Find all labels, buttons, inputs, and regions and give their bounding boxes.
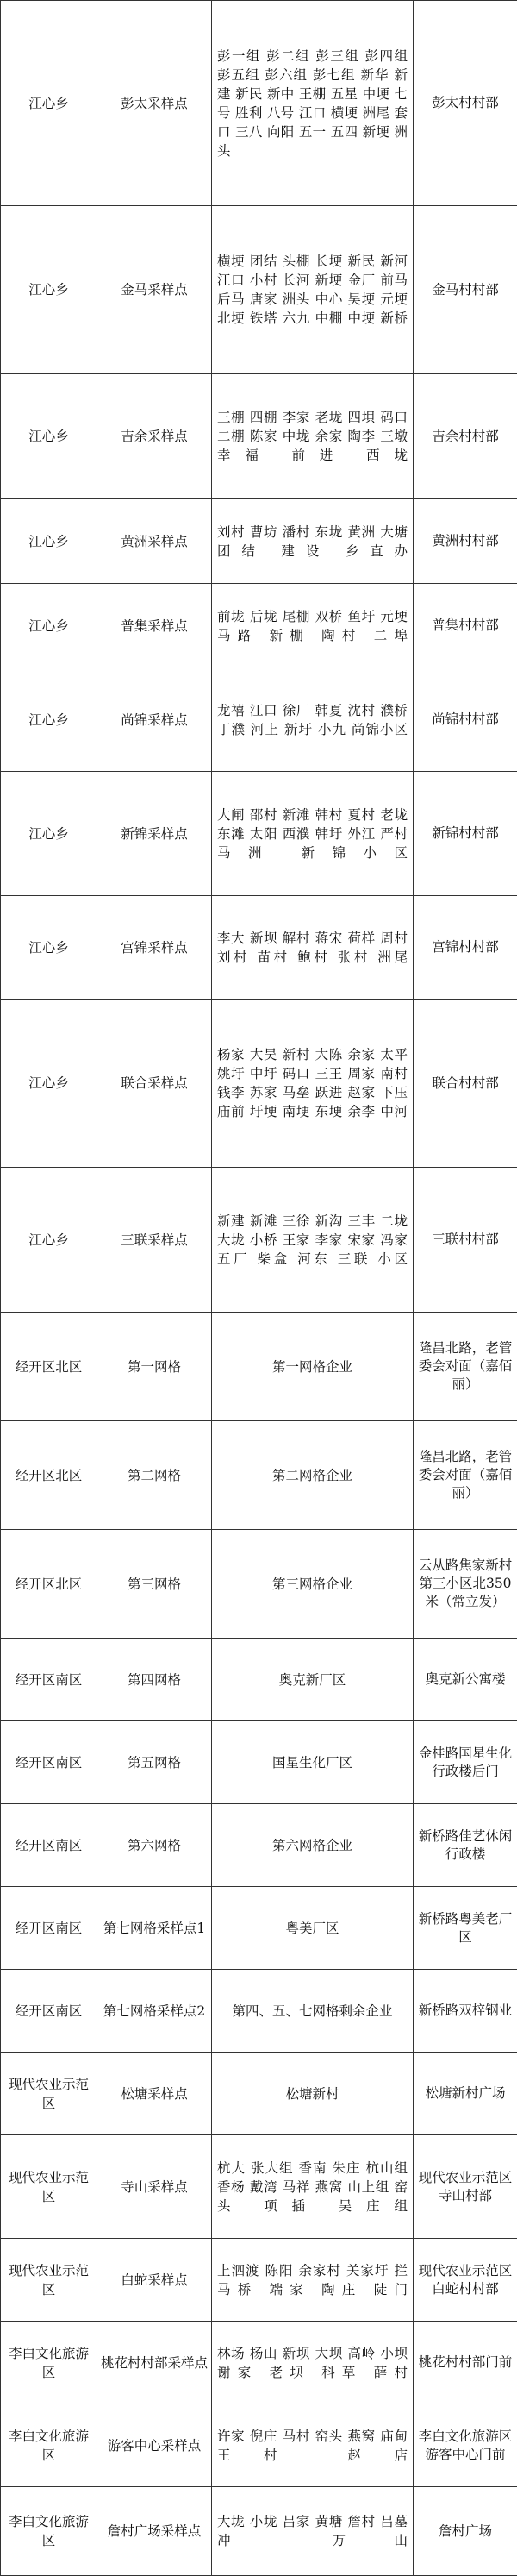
area-cell: 江心乡 bbox=[1, 1000, 97, 1168]
coverage-cell: 松塘新村 bbox=[212, 2053, 414, 2135]
location-cell: 新桥路双梓钢业 bbox=[414, 1970, 517, 2053]
coverage-cell: 第一网格企业 bbox=[212, 1313, 414, 1421]
table-row bbox=[1, 668, 517, 772]
table-row bbox=[1, 772, 517, 896]
table-row bbox=[1, 2053, 517, 2135]
coverage-cell: 国星生化厂区 bbox=[212, 1721, 414, 1804]
location-cell: 彭太村村部 bbox=[414, 1, 517, 206]
coverage-cell: 刘村 曹坊 潘村 东垅 黄洲 大塘 团结 建设 乡直办 bbox=[212, 499, 414, 584]
coverage-cell: 新建 新滩 三徐 新沟 三丰 二垅 大垅 小桥 王家 李家 宋家 冯家 五厂 柴盒 河东 三联 小区 bbox=[212, 1168, 414, 1313]
location-cell: 新桥路粤美老厂区 bbox=[414, 1887, 517, 1970]
coverage-cell: 横埂 团结 头棚 长埂 新民 新河 江口 小村 长河 新埂 金厂 前马 后马 唐家 洲头 中心 吴埂 元埂 北埂 铁塔 六九 中棚 中埂 新桥 bbox=[212, 206, 414, 374]
location-cell: 宫锦村村部 bbox=[414, 896, 517, 1000]
sampling-point-cell: 詹村广场采样点 bbox=[97, 2487, 212, 2576]
table-row bbox=[1, 2239, 517, 2322]
table-row bbox=[1, 584, 517, 668]
table-row bbox=[1, 2487, 517, 2576]
area-cell: 江心乡 bbox=[1, 772, 97, 896]
coverage-cell: 第六网格企业 bbox=[212, 1804, 414, 1887]
table-row bbox=[1, 1970, 517, 2053]
table-body bbox=[1, 1, 517, 2576]
area-cell: 江心乡 bbox=[1, 374, 97, 499]
sampling-point-cell: 第三网格 bbox=[97, 1530, 212, 1639]
location-cell: 尚锦村村部 bbox=[414, 668, 517, 772]
table-row bbox=[1, 896, 517, 1000]
coverage-cell: 粤美厂区 bbox=[212, 1887, 414, 1970]
area-cell: 经开区南区 bbox=[1, 1887, 97, 1970]
location-cell: 金马村村部 bbox=[414, 206, 517, 374]
table-row bbox=[1, 1887, 517, 1970]
sampling-point-cell: 第七网格采样点2 bbox=[97, 1970, 212, 2053]
sampling-point-cell: 第四网格 bbox=[97, 1639, 212, 1721]
location-cell: 桃花村村部门前 bbox=[414, 2322, 517, 2404]
area-cell: 江心乡 bbox=[1, 584, 97, 668]
location-cell: 云从路焦家新村第三小区北350米（常立发） bbox=[414, 1530, 517, 1639]
location-cell: 松塘新村广场 bbox=[414, 2053, 517, 2135]
area-cell: 江心乡 bbox=[1, 1, 97, 206]
sampling-point-cell: 宫锦采样点 bbox=[97, 896, 212, 1000]
sampling-point-cell: 第五网格 bbox=[97, 1721, 212, 1804]
sampling-point-cell: 第七网格采样点1 bbox=[97, 1887, 212, 1970]
area-cell: 李白文化旅游区 bbox=[1, 2487, 97, 2576]
coverage-cell: 杭大 张大组 香南 朱庄 杭山组 香杨 戴湾 马祥 燕窝 山上组 窑头 项插 吴庄组 bbox=[212, 2135, 414, 2239]
coverage-cell: 杨家 大吴 新村 大陈 余家 太平 姚圩 中圩 码口 三王 周家 南村 钱李 苏家 马垒 跃进 赵家 下压 庙前 圩埂 南埂 东埂 余李 中河 bbox=[212, 1000, 414, 1168]
sampling-point-cell: 第一网格 bbox=[97, 1313, 212, 1421]
area-cell: 经开区南区 bbox=[1, 1639, 97, 1721]
coverage-cell: 上泗渡 陈阳 余家村 关家圩 拦马桥 端家 陶庄 陡门 bbox=[212, 2239, 414, 2322]
table-row bbox=[1, 1, 517, 206]
sampling-point-cell: 桃花村村部采样点 bbox=[97, 2322, 212, 2404]
table-row bbox=[1, 1168, 517, 1313]
area-cell: 江心乡 bbox=[1, 499, 97, 584]
sampling-point-cell: 普集采样点 bbox=[97, 584, 212, 668]
location-cell: 詹村广场 bbox=[414, 2487, 517, 2576]
coverage-cell: 大闸 邵村 新滩 韩村 夏村 老垅 东滩 太阳 西濮 韩圩 外江 严村 马洲 新锦小区 bbox=[212, 772, 414, 896]
table-row bbox=[1, 1639, 517, 1721]
sampling-point-cell: 黄洲采样点 bbox=[97, 499, 212, 584]
table-row bbox=[1, 1313, 517, 1421]
area-cell: 经开区南区 bbox=[1, 1970, 97, 2053]
area-cell: 现代农业示范区 bbox=[1, 2053, 97, 2135]
table-row bbox=[1, 2135, 517, 2239]
coverage-cell: 第二网格企业 bbox=[212, 1421, 414, 1530]
location-cell: 联合村村部 bbox=[414, 1000, 517, 1168]
coverage-cell: 林场 杨山 新坝 大坝 高岭 小坝 谢家 老坝 科草 薛村 bbox=[212, 2322, 414, 2404]
coverage-cell: 大垅 小垅 吕家 黄塘 詹村 吕墓冲 万山 bbox=[212, 2487, 414, 2576]
area-cell: 现代农业示范区 bbox=[1, 2135, 97, 2239]
sampling-point-cell: 寺山采样点 bbox=[97, 2135, 212, 2239]
table-row bbox=[1, 1804, 517, 1887]
table-row bbox=[1, 1721, 517, 1804]
sampling-point-cell: 第六网格 bbox=[97, 1804, 212, 1887]
sampling-point-cell: 白蛇采样点 bbox=[97, 2239, 212, 2322]
sampling-point-cell: 新锦采样点 bbox=[97, 772, 212, 896]
area-cell: 江心乡 bbox=[1, 206, 97, 374]
area-cell: 江心乡 bbox=[1, 1168, 97, 1313]
area-cell: 经开区北区 bbox=[1, 1313, 97, 1421]
area-cell: 现代农业示范区 bbox=[1, 2239, 97, 2322]
location-cell: 新锦村村部 bbox=[414, 772, 517, 896]
location-cell: 隆昌北路，老管委会对面（嘉佰丽） bbox=[414, 1313, 517, 1421]
area-cell: 经开区北区 bbox=[1, 1421, 97, 1530]
coverage-cell: 彭一组 彭二组 彭三组 彭四组 彭五组 彭六组 彭七组 新华 新建 新民 新中 王棚 五星 中埂 七号 胜利 八号 江口 横埂 洲尾 套口 三八 向阳 五一 五四 新埂 洲头 bbox=[212, 1, 414, 206]
location-cell: 现代农业示范区寺山村部 bbox=[414, 2135, 517, 2239]
location-cell: 三联村村部 bbox=[414, 1168, 517, 1313]
table-row bbox=[1, 374, 517, 499]
table-row bbox=[1, 2322, 517, 2404]
area-cell: 经开区南区 bbox=[1, 1721, 97, 1804]
location-cell: 黄洲村村部 bbox=[414, 499, 517, 584]
coverage-cell: 第四、五、七网格剩余企业 bbox=[212, 1970, 414, 2053]
area-cell: 江心乡 bbox=[1, 668, 97, 772]
area-cell: 李白文化旅游区 bbox=[1, 2404, 97, 2487]
sampling-point-cell: 三联采样点 bbox=[97, 1168, 212, 1313]
location-cell: 李白文化旅游区游客中心门前 bbox=[414, 2404, 517, 2487]
location-cell: 普集村村部 bbox=[414, 584, 517, 668]
table-row bbox=[1, 1421, 517, 1530]
coverage-cell: 奥克新厂区 bbox=[212, 1639, 414, 1721]
area-cell: 李白文化旅游区 bbox=[1, 2322, 97, 2404]
location-cell: 新桥路佳艺休闲行政楼 bbox=[414, 1804, 517, 1887]
sampling-point-cell: 彭太采样点 bbox=[97, 1, 212, 206]
location-cell: 奥克新公寓楼 bbox=[414, 1639, 517, 1721]
sampling-point-cell: 联合采样点 bbox=[97, 1000, 212, 1168]
sampling-point-cell: 游客中心采样点 bbox=[97, 2404, 212, 2487]
table-row bbox=[1, 1530, 517, 1639]
table-row bbox=[1, 499, 517, 584]
coverage-cell: 龙禧 江口 徐厂 韩夏 沈村 濮桥 丁濮 河上 新圩 小九 尚锦小区 bbox=[212, 668, 414, 772]
coverage-cell: 第三网格企业 bbox=[212, 1530, 414, 1639]
area-cell: 江心乡 bbox=[1, 896, 97, 1000]
coverage-cell: 前垅 后垅 尾棚 双桥 鱼圩 元埂 马路 新棚 陶村 二埠 bbox=[212, 584, 414, 668]
table-row bbox=[1, 2404, 517, 2487]
sampling-point-cell: 金马采样点 bbox=[97, 206, 212, 374]
coverage-cell: 许家 倪庄 马村 窑头 燕窝 庙甸 王村 赵店 bbox=[212, 2404, 414, 2487]
location-cell: 现代农业示范区白蛇村村部 bbox=[414, 2239, 517, 2322]
sampling-point-cell: 尚锦采样点 bbox=[97, 668, 212, 772]
location-cell: 吉余村村部 bbox=[414, 374, 517, 499]
sampling-point-cell: 第二网格 bbox=[97, 1421, 212, 1530]
area-cell: 经开区北区 bbox=[1, 1530, 97, 1639]
location-cell: 隆昌北路，老管委会对面（嘉佰丽） bbox=[414, 1421, 517, 1530]
sampling-point-cell: 松塘采样点 bbox=[97, 2053, 212, 2135]
table-row bbox=[1, 206, 517, 374]
coverage-cell: 三棚 四棚 李家 老垅 四垻 码口 二棚 陈家 中垅 余家 陶李 三墩 幸福 前进 西垅 bbox=[212, 374, 414, 499]
coverage-cell: 李大 新坝 解村 蒋宋 荷样 周村 刘村 苗村 鲍村 张村 洲尾 bbox=[212, 896, 414, 1000]
area-cell: 经开区南区 bbox=[1, 1804, 97, 1887]
sampling-point-cell: 吉余采样点 bbox=[97, 374, 212, 499]
table-row bbox=[1, 1000, 517, 1168]
location-cell: 金桂路国星生化行政楼后门 bbox=[414, 1721, 517, 1804]
